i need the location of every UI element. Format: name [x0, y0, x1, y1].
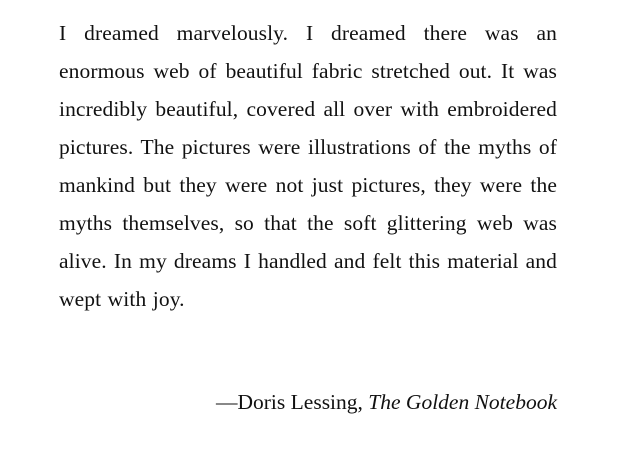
attribution-author: —Doris Lessing,: [216, 390, 369, 414]
quote-attribution: [216, 383, 557, 421]
quote-container: [59, 14, 557, 318]
attribution-book-title: The Golden Notebook: [368, 390, 557, 414]
quote-text: I dreamed marvelously. I dreamed there was an enormous web of beautiful fabric stretched out. It was incredibly beautiful, covered all over with embroidered pictures. The pictures were illustrations of the myths of mankind but they were not just pictures, they were the myths themselves, so that the soft glittering web was alive. In my dreams I handled and felt this material and wept with joy.: [59, 21, 557, 311]
